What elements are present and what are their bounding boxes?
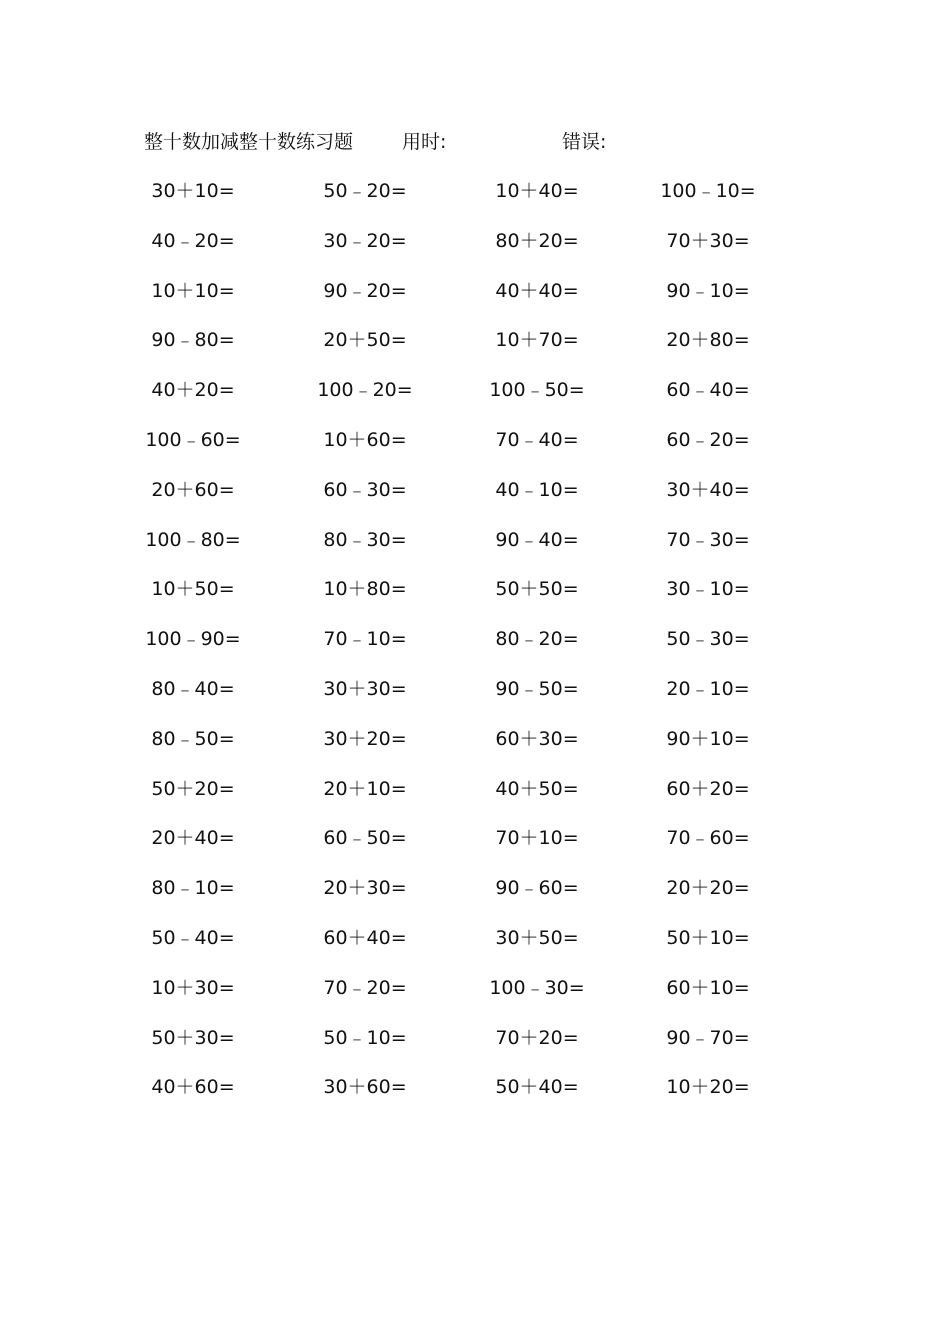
problem-item: 70﹣40= xyxy=(495,429,579,451)
problem-item: 20＋10= xyxy=(323,777,407,800)
problem-item: 80﹣50= xyxy=(151,727,235,750)
problem-item: 40＋50= xyxy=(495,777,579,800)
problem-item: 90﹣20= xyxy=(323,279,407,302)
problem-item: 50＋30= xyxy=(151,1026,235,1049)
problem-item: 10＋20= xyxy=(666,1076,750,1099)
problem-item: 100﹣30= xyxy=(489,976,585,999)
problem-row xyxy=(0,226,950,256)
problem-item: 40＋40= xyxy=(495,279,579,302)
problem-item: 20＋20= xyxy=(666,877,750,900)
problem-item: 90﹣70= xyxy=(666,1026,750,1049)
problem-item: 30＋60= xyxy=(323,1076,407,1099)
problem-item: 50＋40= xyxy=(495,1076,579,1099)
problem-row xyxy=(0,375,950,405)
problem-row xyxy=(0,1023,950,1053)
problem-item: 100﹣60= xyxy=(145,429,241,451)
problem-row xyxy=(0,973,950,1003)
problem-item: 40﹣20= xyxy=(151,229,235,252)
problem-item: 20＋40= xyxy=(151,827,235,850)
problem-item: 20＋30= xyxy=(323,877,407,900)
problem-row xyxy=(0,823,950,853)
problem-item: 60＋20= xyxy=(666,777,750,800)
problem-item: 50＋50= xyxy=(495,578,579,601)
problem-item: 20﹣10= xyxy=(666,678,750,700)
problem-item: 10＋50= xyxy=(151,578,235,601)
problem-item: 30﹣10= xyxy=(666,578,750,601)
problem-item: 70﹣20= xyxy=(323,976,407,999)
problem-item: 10＋10= xyxy=(151,279,235,302)
problem-item: 10＋80= xyxy=(323,578,407,601)
problem-item: 90﹣60= xyxy=(495,877,579,900)
problem-item: 30＋30= xyxy=(323,678,407,700)
problem-row xyxy=(0,724,950,754)
problem-item: 10＋40= xyxy=(495,180,579,202)
problem-item: 40＋60= xyxy=(151,1076,235,1099)
problem-row xyxy=(0,276,950,306)
problem-row xyxy=(0,525,950,555)
problem-item: 40﹣10= xyxy=(495,478,579,501)
problem-row xyxy=(0,176,950,206)
problem-item: 60＋10= xyxy=(666,976,750,999)
problem-item: 20＋80= xyxy=(666,329,750,352)
problem-item: 100﹣50= xyxy=(489,379,585,402)
problem-item: 90＋10= xyxy=(666,727,750,750)
problem-row xyxy=(0,774,950,804)
problem-item: 30＋20= xyxy=(323,727,407,750)
problem-item: 50﹣10= xyxy=(323,1026,407,1049)
problem-item: 10＋60= xyxy=(323,429,407,451)
problem-item: 50﹣40= xyxy=(151,927,235,949)
problem-row xyxy=(0,624,950,654)
problem-item: 90﹣40= xyxy=(495,528,579,551)
problem-row xyxy=(0,574,950,604)
problem-item: 60﹣40= xyxy=(666,379,750,402)
problem-item: 20＋60= xyxy=(151,478,235,501)
problem-item: 30﹣20= xyxy=(323,229,407,252)
problem-item: 100﹣80= xyxy=(145,528,241,551)
time-used-label: 用时: xyxy=(402,131,447,153)
problem-item: 40＋20= xyxy=(151,379,235,402)
problem-row xyxy=(0,325,950,355)
problem-item: 70＋20= xyxy=(495,1026,579,1049)
problem-item: 60＋40= xyxy=(323,927,407,949)
problem-item: 70﹣10= xyxy=(323,628,407,651)
problem-item: 50＋10= xyxy=(666,927,750,949)
problem-item: 70﹣60= xyxy=(666,827,750,850)
problem-item: 100﹣90= xyxy=(145,628,241,651)
problem-row xyxy=(0,475,950,505)
problem-row xyxy=(0,873,950,903)
problem-item: 50﹣30= xyxy=(666,628,750,651)
problem-item: 100﹣10= xyxy=(660,180,756,202)
problem-item: 60﹣30= xyxy=(323,478,407,501)
problem-item: 80﹣10= xyxy=(151,877,235,900)
problem-item: 60＋30= xyxy=(495,727,579,750)
problem-item: 90﹣10= xyxy=(666,279,750,302)
problem-row xyxy=(0,1072,950,1102)
problem-item: 60﹣20= xyxy=(666,429,750,451)
problem-item: 50＋20= xyxy=(151,777,235,800)
problem-row xyxy=(0,674,950,704)
problem-item: 80﹣20= xyxy=(495,628,579,651)
problem-row xyxy=(0,425,950,455)
problem-item: 30＋10= xyxy=(151,180,235,202)
problem-item: 30＋40= xyxy=(666,478,750,501)
worksheet-title: 整十数加减整十数练习题 xyxy=(144,131,354,153)
errors-label: 错误: xyxy=(562,131,607,153)
problem-item: 20＋50= xyxy=(323,329,407,352)
problem-item: 10＋30= xyxy=(151,976,235,999)
problem-item: 80﹣40= xyxy=(151,678,235,700)
problem-item: 90﹣50= xyxy=(495,678,579,700)
problem-item: 80＋20= xyxy=(495,229,579,252)
problem-item: 60﹣50= xyxy=(323,827,407,850)
problem-row xyxy=(0,923,950,953)
problem-item: 80﹣30= xyxy=(323,528,407,551)
problem-item: 100﹣20= xyxy=(317,379,413,402)
problem-item: 10＋70= xyxy=(495,329,579,352)
problem-item: 30＋50= xyxy=(495,927,579,949)
problem-item: 90﹣80= xyxy=(151,329,235,352)
problem-item: 70＋10= xyxy=(495,827,579,850)
problem-item: 70＋30= xyxy=(666,229,750,252)
problem-item: 50﹣20= xyxy=(323,180,407,202)
problem-item: 70﹣30= xyxy=(666,528,750,551)
